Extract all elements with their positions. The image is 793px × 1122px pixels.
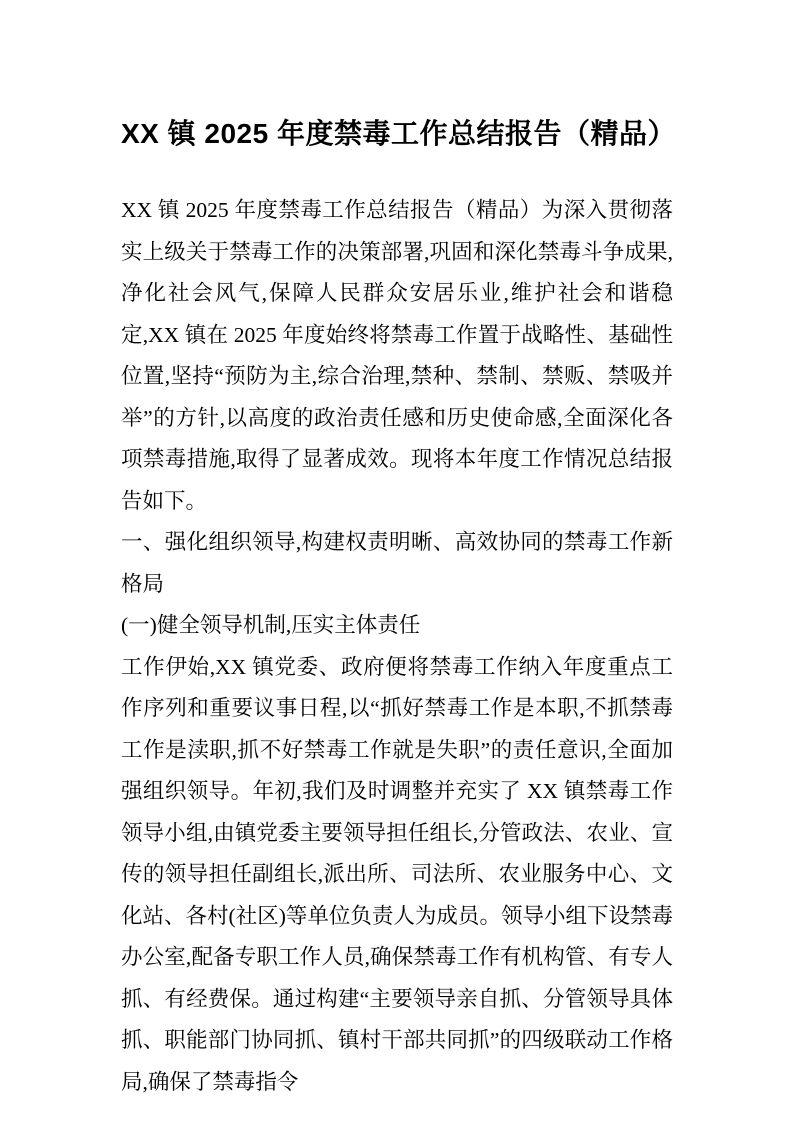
paragraph: XX 镇 2025 年度禁毒工作总结报告（精品）为深入贯彻落实上级关于禁毒工作的决策部署,巩固和深化禁毒斗争成果,净化社会风气,保障人民群众安居乐业,维护社会和谐稳定,XX 镇在 2025 年度始终将禁毒工作置于战略性、基础性位置,坚持“预防为主,综合治理,禁种、禁制、禁贩、禁吸并举”的方针,以高度的政治责任感和历史使命感,全面深化各项禁毒措施,取得了显著成效。现将本年度工作情况总结报告如下。: [121, 198, 673, 513]
section-heading: 一、强化组织领导,构建权责明晰、高效协同的禁毒工作新格局: [121, 530, 673, 596]
page-content: [121, 0, 676, 1103]
document-body: [121, 190, 673, 1103]
paragraph: 工作伊始,XX 镇党委、政府便将禁毒工作纳入年度重点工作序列和重要议事日程,以“抓好禁毒工作是本职,不抓禁毒工作是渎职,抓不好禁毒工作就是失职”的责任意识,全面加强组织领导。年初,我们及时调整并充实了 XX 镇禁毒工作领导小组,由镇党委主要领导担任组长,分管政法、农业、宣传的领导担任副组长,派出所、司法所、农业服务中心、文化站、各村(社区)等单位负责人为成员。领导小组下设禁毒办公室,配备专职工作人员,确保禁毒工作有机构管、有专人抓、有经费保。通过构建“主要领导亲自抓、分管领导具体抓、职能部门协同抓、镇村干部共同抓”的四级联动工作格局,确保了禁毒指令: [121, 654, 673, 1094]
section-subheading: (一)健全领导机制,压实主体责任: [121, 613, 421, 637]
document-title: XX 镇 2025 年度禁毒工作总结报告（精品）: [121, 118, 676, 149]
